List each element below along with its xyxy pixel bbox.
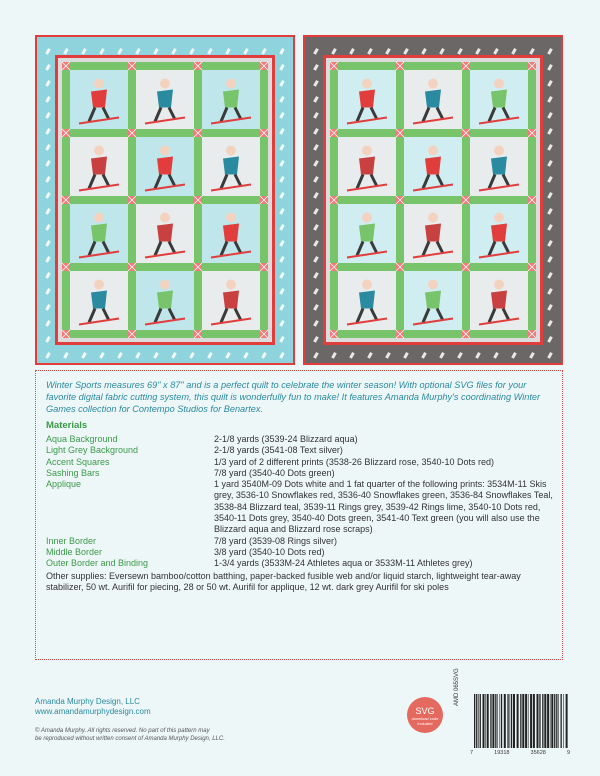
barcode-bar [495, 694, 496, 748]
materials-heading: Materials [46, 420, 88, 431]
border-athlete-motif [279, 144, 285, 151]
border-athlete-motif [547, 160, 553, 167]
barcode-bar [492, 694, 494, 748]
skier-body [223, 291, 239, 309]
border-athlete-motif [279, 96, 285, 103]
barcode-bar [501, 694, 502, 748]
border-athlete-motif [279, 240, 285, 247]
border-athlete-motif [135, 48, 141, 55]
skier-head [362, 79, 372, 89]
border-athlete-motif [279, 288, 285, 295]
skier-body [425, 224, 441, 242]
barcode-bar [490, 694, 491, 748]
border-athlete-motif [45, 288, 51, 295]
border-athlete-motif [45, 48, 51, 55]
border-athlete-motif [493, 48, 499, 55]
barcode-bar [547, 694, 549, 748]
border-athlete-motif [279, 256, 285, 263]
material-value: 2-1/8 yards (3539-24 Blizzard aqua) [214, 434, 358, 444]
border-athlete-motif [117, 352, 123, 359]
skier-head [160, 146, 170, 156]
skier-body [359, 224, 375, 242]
material-label: Inner Border [46, 535, 97, 546]
skier-head [494, 146, 504, 156]
material-label: Aqua Background [46, 434, 118, 444]
border-athlete-motif [279, 176, 285, 183]
border-athlete-motif [45, 336, 51, 343]
copyright-line-1: © Amanda Murphy. All rights reserved. No part of this pattern may [35, 728, 210, 734]
border-athlete-motif [349, 48, 355, 55]
quilt-image-grey [303, 35, 563, 365]
copyright-notice [35, 727, 225, 743]
border-athlete-motif [279, 64, 285, 71]
barcode-bar [525, 694, 527, 748]
barcode-digit-group: 9 [566, 750, 570, 756]
border-athlete-motif [511, 48, 517, 55]
skier-head [494, 280, 504, 290]
border-athlete-motif [261, 352, 267, 359]
border-athlete-motif [313, 352, 319, 359]
other-supplies: Other supplies: Eversewn bamboo/cotton batthing, paper-backed fusible web and/or liquid starch, lightweight tear-away stabilizer, 50 wt. Aurifil for piecing, 28 or 50 wt. Aurifil for applique, 12 wt. dark grey Aurifil for ski poles [46, 570, 521, 592]
border-athlete-motif [279, 352, 285, 359]
border-athlete-motif [313, 192, 319, 199]
skier-body [91, 90, 107, 108]
border-athlete-motif [313, 272, 319, 279]
copyright-line-2: be reproduced without written consent of Amanda Murphy Design, LLC. [35, 736, 225, 742]
border-athlete-motif [81, 352, 87, 359]
barcode-bar [485, 694, 486, 748]
skier-body [359, 291, 375, 309]
border-athlete-motif [313, 208, 319, 215]
skier-body [91, 224, 107, 242]
barcode-bar [563, 694, 564, 748]
quilt-svg [37, 37, 293, 363]
barcode-bar [566, 694, 568, 748]
barcode-bar [474, 694, 475, 748]
skier-body [157, 224, 173, 242]
barcode-digit-group: 35628 [530, 750, 546, 756]
quilt-svg [305, 37, 561, 363]
border-athlete-motif [279, 112, 285, 119]
barcode-bar [522, 694, 524, 748]
material-row [46, 536, 554, 547]
border-athlete-motif [279, 160, 285, 167]
border-athlete-motif [313, 144, 319, 151]
border-athlete-motif [45, 320, 51, 327]
material-label: Sashing Bars [46, 467, 100, 478]
border-athlete-motif [45, 64, 51, 71]
border-athlete-motif [63, 48, 69, 55]
material-row [46, 558, 554, 569]
company-info [35, 697, 151, 717]
barcode-bar [542, 694, 543, 748]
barcode-bar [551, 694, 553, 748]
border-athlete-motif [403, 48, 409, 55]
barcode-bar [539, 694, 540, 748]
skier-head [362, 213, 372, 223]
barcode-bar [556, 694, 557, 748]
border-athlete-motif [313, 256, 319, 263]
materials-list [46, 434, 554, 570]
border-athlete-motif [261, 48, 267, 55]
barcode-bar [504, 694, 506, 748]
border-athlete-motif [45, 80, 51, 87]
material-value: 2-1/8 yards (3541-08 Text silver) [214, 445, 343, 456]
border-athlete-motif [313, 320, 319, 327]
border-athlete-motif [547, 128, 553, 135]
barcode-bar [530, 694, 532, 748]
border-athlete-motif [331, 352, 337, 359]
border-athlete-motif [313, 48, 319, 55]
border-athlete-motif [547, 64, 553, 71]
barcode-bar [513, 694, 515, 748]
material-value: 7/8 yard (3539-08 Rings silver) [214, 535, 338, 546]
barcode-digit-group: 19318 [494, 750, 510, 756]
skier-head [94, 79, 104, 89]
border-athlete-motif [45, 240, 51, 247]
skier-head [160, 280, 170, 290]
border-athlete-motif [475, 352, 481, 359]
border-athlete-motif [547, 48, 553, 55]
border-athlete-motif [547, 288, 553, 295]
barcode-bar [487, 694, 489, 748]
material-row [46, 547, 554, 558]
barcode-bar [478, 694, 479, 748]
border-athlete-motif [243, 48, 249, 55]
barcode-bar [558, 694, 559, 748]
barcode-bar [554, 694, 555, 748]
border-athlete-motif [279, 224, 285, 231]
material-row [46, 434, 554, 445]
border-athlete-motif [313, 304, 319, 311]
product-code: AMD 065SVG [454, 668, 460, 706]
border-athlete-motif [421, 48, 427, 55]
border-athlete-motif [45, 144, 51, 151]
barcode-bar [533, 694, 535, 748]
border-athlete-motif [547, 272, 553, 279]
border-athlete-motif [493, 352, 499, 359]
barcode-bar [507, 694, 508, 748]
border-athlete-motif [45, 192, 51, 199]
barcode-bar [537, 694, 539, 748]
barcode-bar [497, 694, 498, 748]
barcode-bar [483, 694, 485, 748]
material-label: Accent Squares [46, 456, 110, 467]
border-athlete-motif [225, 48, 231, 55]
border-athlete-motif [313, 96, 319, 103]
border-athlete-motif [547, 176, 553, 183]
border-athlete-motif [331, 48, 337, 55]
skier-body [157, 291, 173, 309]
border-athlete-motif [403, 352, 409, 359]
border-athlete-motif [547, 240, 553, 247]
border-athlete-motif [313, 128, 319, 135]
border-athlete-motif [439, 352, 445, 359]
skier-body [223, 224, 239, 242]
border-athlete-motif [439, 48, 445, 55]
barcode-bar [520, 694, 521, 748]
border-athlete-motif [349, 352, 355, 359]
barcode-bar [528, 694, 529, 748]
material-value: 1 yard 3540M-09 Dots white and 1 fat quarter of the following prints: 3534M-11 Skis grey, 3536-10 Snowflakes red, 3536-40 Snowflakes green, 3536-84 Snowflakes Teal, 3538-84 Blizzard teal, 3539-11 Rings grey, 3539-42 Rings lime, 3540-10 Dots red, 3540-11 Dots grey, 3540-40 Dots green, 3541-40 Text green (you will also use the Blizzard aqua and Blizzard rose scraps) [214, 479, 553, 535]
border-athlete-motif [313, 176, 319, 183]
border-athlete-motif [547, 96, 553, 103]
border-athlete-motif [45, 224, 51, 231]
border-athlete-motif [457, 48, 463, 55]
border-athlete-motif [189, 352, 195, 359]
border-athlete-motif [279, 48, 285, 55]
border-athlete-motif [63, 352, 69, 359]
border-athlete-motif [207, 352, 213, 359]
skier-head [494, 213, 504, 223]
pattern-info-box [35, 370, 563, 660]
company-name: Amanda Murphy Design, LLC [35, 697, 140, 706]
skier-head [428, 213, 438, 223]
border-athlete-motif [547, 352, 553, 359]
border-athlete-motif [117, 48, 123, 55]
skier-head [160, 79, 170, 89]
border-athlete-motif [45, 304, 51, 311]
skier-head [226, 146, 236, 156]
material-label: Middle Border [46, 546, 103, 557]
material-value: 3/8 yard (3540-10 Dots red) [214, 546, 325, 557]
skier-head [362, 280, 372, 290]
border-athlete-motif [313, 288, 319, 295]
svg-badge [407, 697, 443, 733]
border-athlete-motif [207, 48, 213, 55]
skier-body [223, 157, 239, 175]
border-athlete-motif [153, 48, 159, 55]
skier-head [94, 280, 104, 290]
border-athlete-motif [547, 304, 553, 311]
skier-body [157, 90, 173, 108]
border-athlete-motif [547, 336, 553, 343]
skier-head [362, 146, 372, 156]
border-athlete-motif [547, 144, 553, 151]
skier-head [226, 79, 236, 89]
border-athlete-motif [385, 48, 391, 55]
skier-body [491, 157, 507, 175]
border-athlete-motif [279, 272, 285, 279]
border-athlete-motif [313, 160, 319, 167]
skier-body [223, 90, 239, 108]
border-athlete-motif [279, 208, 285, 215]
border-athlete-motif [45, 352, 51, 359]
barcode-bar [510, 694, 511, 748]
border-athlete-motif [171, 352, 177, 359]
material-row [46, 445, 554, 456]
border-athlete-motif [547, 192, 553, 199]
skier-head [160, 213, 170, 223]
border-athlete-motif [279, 336, 285, 343]
border-athlete-motif [243, 352, 249, 359]
skier-body [91, 291, 107, 309]
skier-body [157, 157, 173, 175]
border-athlete-motif [45, 112, 51, 119]
border-athlete-motif [99, 48, 105, 55]
skier-head [94, 213, 104, 223]
border-athlete-motif [313, 112, 319, 119]
barcode-bar [561, 694, 562, 748]
material-label: Applique [46, 479, 82, 490]
skier-body [359, 157, 375, 175]
material-value: 7/8 yard (3540-40 Dots green) [214, 467, 335, 478]
border-athlete-motif [547, 224, 553, 231]
skier-body [359, 90, 375, 108]
border-athlete-motif [547, 208, 553, 215]
skier-head [494, 79, 504, 89]
barcode-digit-group: 7 [470, 750, 474, 756]
border-athlete-motif [367, 352, 373, 359]
border-athlete-motif [171, 48, 177, 55]
skier-head [428, 146, 438, 156]
border-athlete-motif [529, 352, 535, 359]
material-row [46, 468, 554, 479]
border-athlete-motif [529, 48, 535, 55]
svg-badge-subtitle: download code included [411, 716, 439, 726]
border-athlete-motif [279, 128, 285, 135]
border-athlete-motif [189, 48, 195, 55]
skier-body [425, 157, 441, 175]
skier-head [428, 280, 438, 290]
border-athlete-motif [279, 80, 285, 87]
skier-body [491, 90, 507, 108]
border-athlete-motif [45, 256, 51, 263]
border-athlete-motif [547, 320, 553, 327]
material-value: 1/3 yard of 2 different prints (3538-26 Blizzard rose, 3540-10 Dots red) [214, 456, 494, 467]
skier-head [226, 280, 236, 290]
barcode-bar [500, 694, 501, 748]
skier-head [94, 146, 104, 156]
border-athlete-motif [457, 352, 463, 359]
barcode-digits [470, 750, 570, 756]
border-athlete-motif [279, 304, 285, 311]
skier-body [425, 90, 441, 108]
material-value: 1-3/4 yards (3533M-24 Athletes aqua or 3533M-11 Athletes grey) [214, 558, 473, 569]
material-label: Light Grey Background [46, 445, 139, 456]
border-athlete-motif [99, 352, 105, 359]
skier-head [226, 213, 236, 223]
border-athlete-motif [385, 352, 391, 359]
border-athlete-motif [547, 112, 553, 119]
border-athlete-motif [45, 208, 51, 215]
svg-badge-title: SVG [415, 706, 435, 716]
border-athlete-motif [45, 176, 51, 183]
border-athlete-motif [153, 352, 159, 359]
skier-body [491, 224, 507, 242]
border-athlete-motif [313, 80, 319, 87]
border-athlete-motif [279, 320, 285, 327]
border-athlete-motif [45, 160, 51, 167]
border-athlete-motif [547, 256, 553, 263]
barcode-bar [517, 694, 519, 748]
border-athlete-motif [547, 80, 553, 87]
barcode [470, 690, 570, 750]
material-label: Outer Border and Binding [46, 558, 149, 569]
border-athlete-motif [313, 240, 319, 247]
skier-body [425, 291, 441, 309]
border-athlete-motif [225, 352, 231, 359]
quilt-image-aqua [35, 35, 295, 365]
material-row [46, 479, 554, 535]
border-athlete-motif [313, 64, 319, 71]
intro-text: Winter Sports measures 69" x 87" and is a perfect quilt to celebrate the winter season! With optional SVG files for your favorite digital fabric cutting system, this quilt is wonderfully fun to make! It features Amanda Murphy's coordinating Winter Games collection for Contempo Studios for Benartex. [46, 380, 541, 414]
border-athlete-motif [279, 192, 285, 199]
border-athlete-motif [511, 352, 517, 359]
border-athlete-motif [421, 352, 427, 359]
barcode-bar [476, 694, 477, 748]
barcode-bar [480, 694, 481, 748]
border-athlete-motif [313, 224, 319, 231]
skier-body [91, 157, 107, 175]
barcode-bar [544, 694, 546, 748]
border-athlete-motif [367, 48, 373, 55]
company-website[interactable]: www.amandamurphydesign.com [35, 707, 151, 716]
border-athlete-motif [81, 48, 87, 55]
skier-head [428, 79, 438, 89]
border-athlete-motif [45, 272, 51, 279]
border-athlete-motif [45, 96, 51, 103]
skier-body [491, 291, 507, 309]
border-athlete-motif [313, 336, 319, 343]
border-athlete-motif [135, 352, 141, 359]
material-row [46, 457, 554, 468]
barcode-bar [511, 694, 512, 748]
border-athlete-motif [45, 128, 51, 135]
border-athlete-motif [475, 48, 481, 55]
barcode-bar [550, 694, 551, 748]
